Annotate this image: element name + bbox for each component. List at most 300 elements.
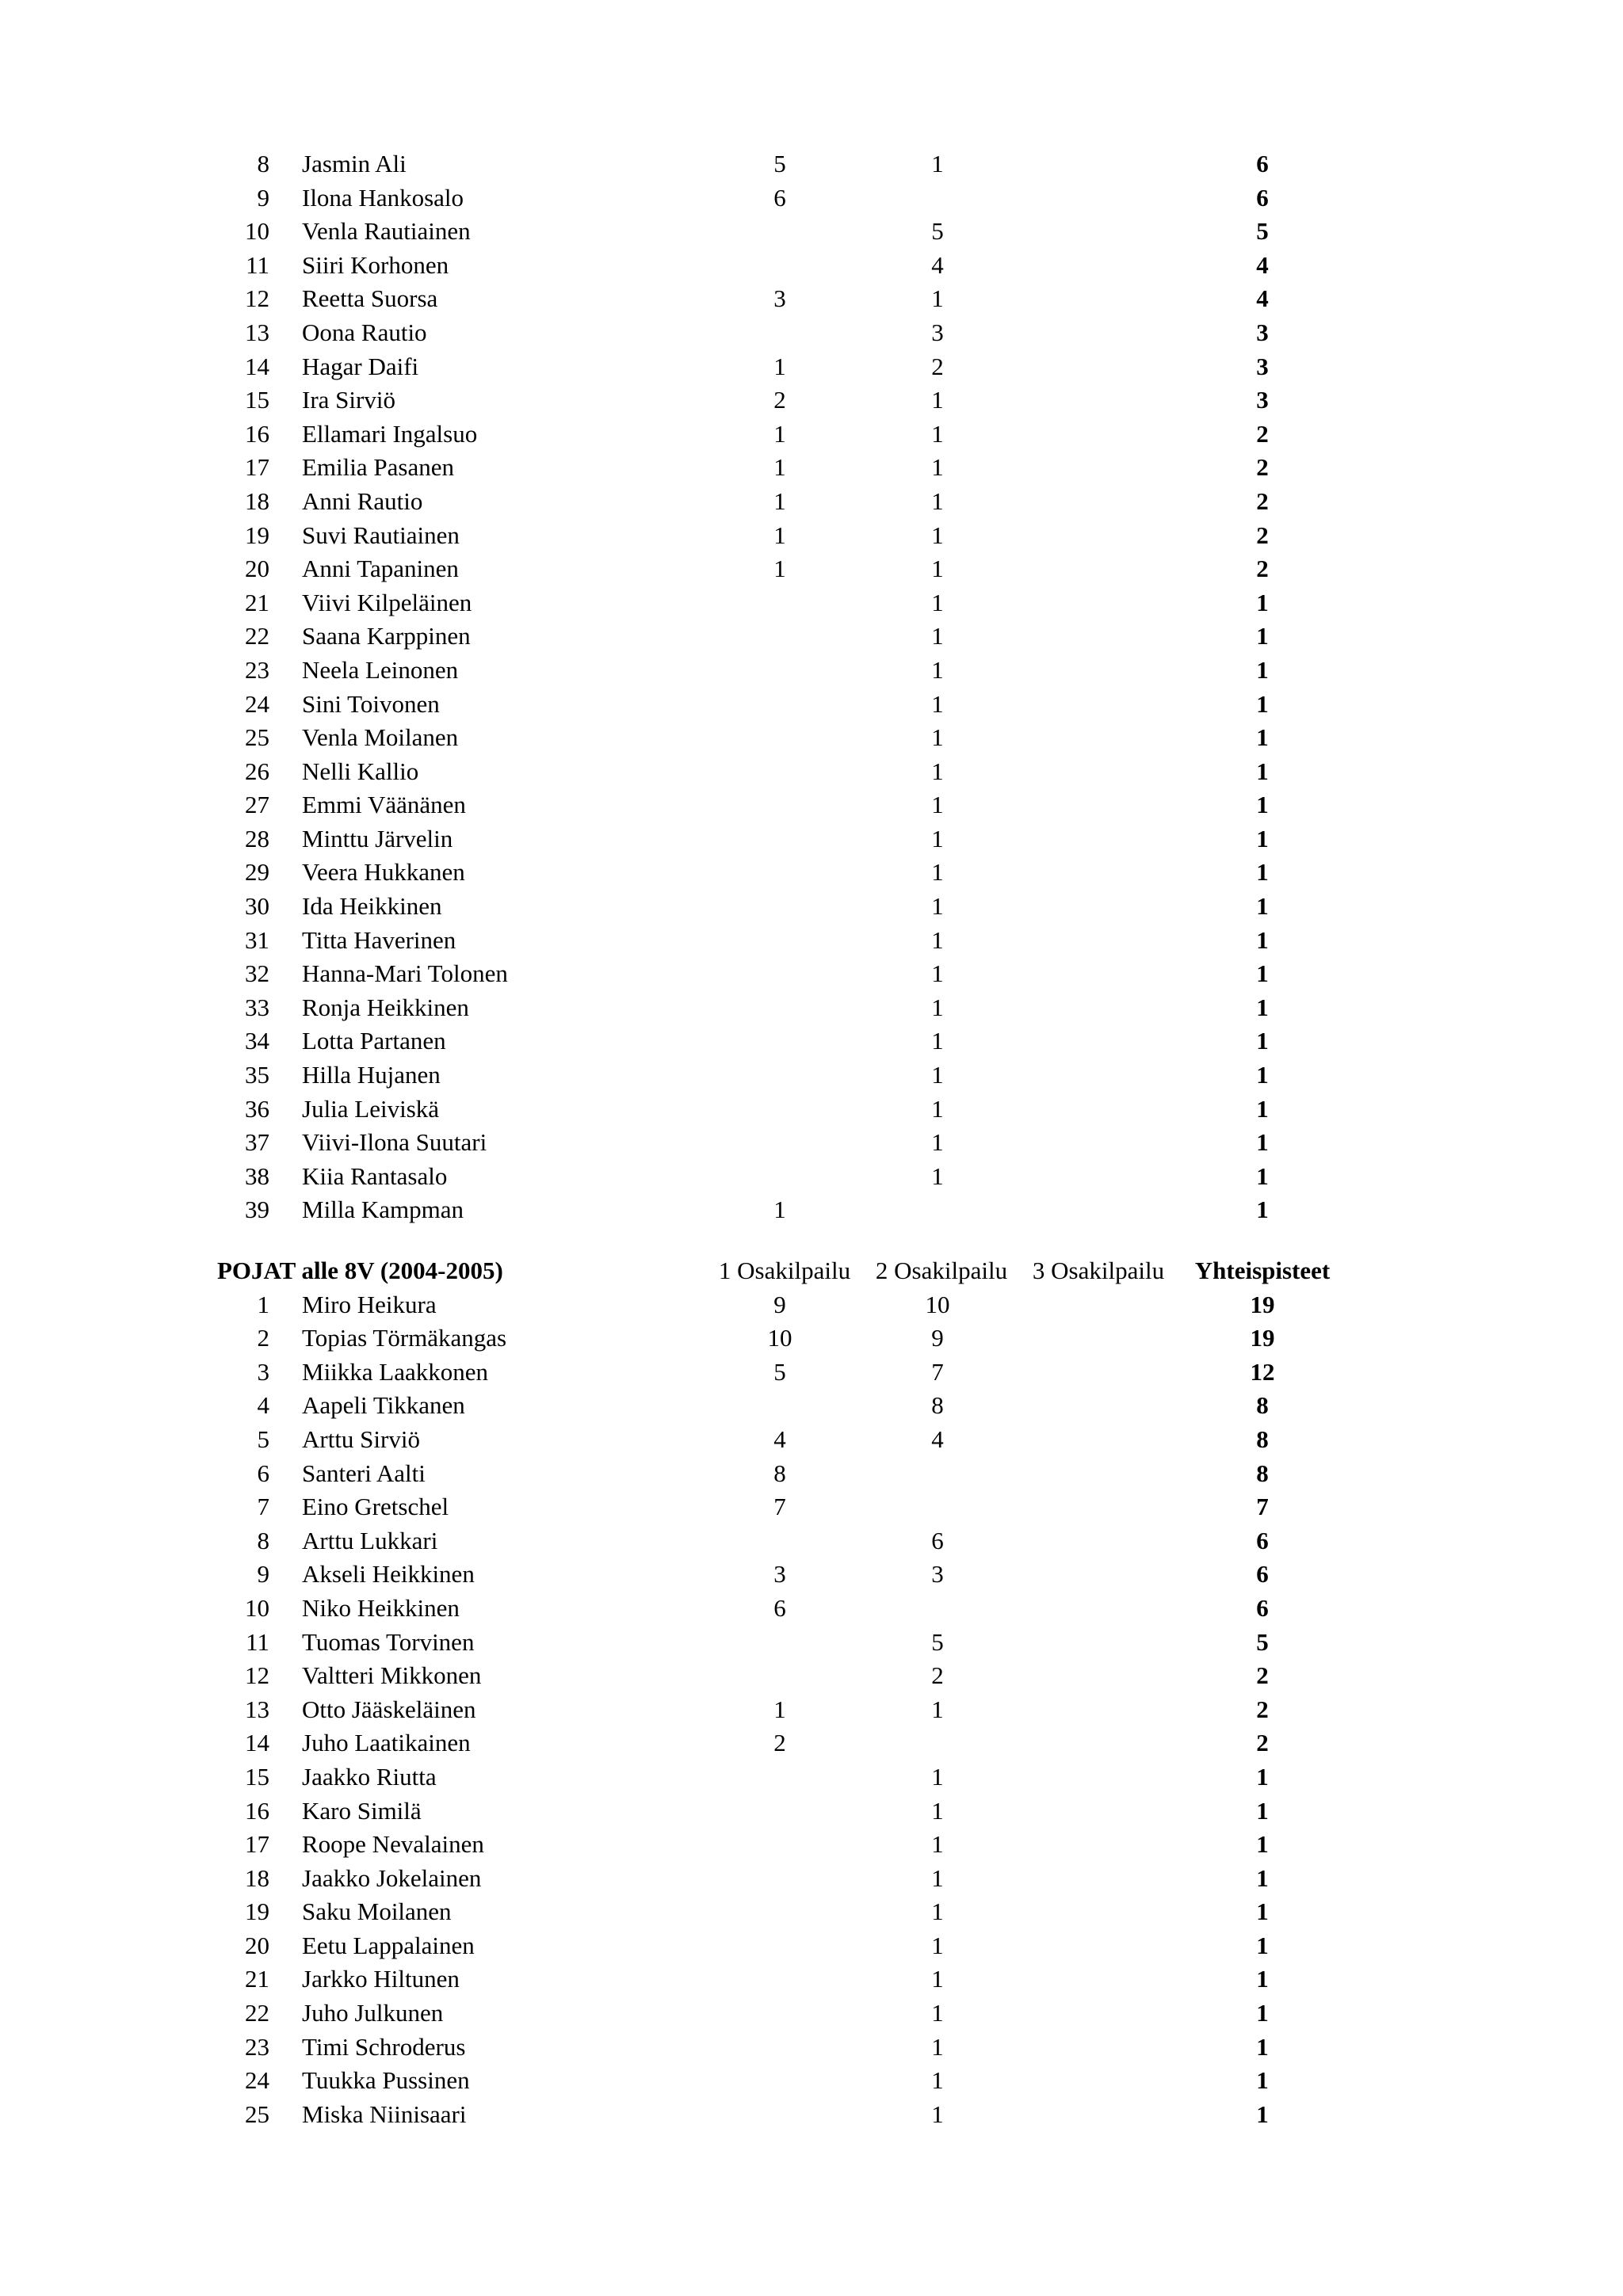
rank-cell: 11	[246, 1627, 269, 1656]
round-2-score-cell: 1	[931, 419, 944, 448]
total-points-cell: 1	[1256, 1863, 1269, 1892]
rank-cell: 22	[245, 622, 269, 650]
round-2-score-cell: 1	[931, 993, 944, 1021]
rank-cell: 23	[245, 2032, 269, 2061]
round-1-score-cell: 1	[773, 521, 786, 549]
name-cell: Jasmin Ali	[302, 150, 407, 177]
total-points-cell: 4	[1256, 284, 1269, 313]
round-2-score-cell: 1	[931, 1999, 944, 2027]
name-cell: Venla Moilanen	[302, 723, 459, 752]
total-points-cell: 3	[1256, 386, 1269, 414]
table-row	[0, 552, 1623, 586]
name-cell: Saku Moilanen	[302, 1897, 452, 1926]
rank-cell: 30	[245, 892, 269, 921]
rank-cell: 9	[257, 183, 269, 212]
rank-cell: 10	[245, 1593, 269, 1622]
round-2-score-cell: 3	[931, 318, 944, 346]
round-1-score-cell: 7	[773, 1493, 786, 1521]
rank-cell: 36	[245, 1094, 269, 1123]
rank-cell: 6	[257, 1459, 269, 1487]
round-2-score-cell: 1	[931, 824, 944, 852]
round-2-score-cell: 1	[931, 622, 944, 650]
name-cell: Viivi-Ilona Suutari	[302, 1128, 487, 1157]
table-row	[0, 620, 1623, 654]
name-cell: Juho Laatikainen	[302, 1729, 471, 1757]
total-points-cell: 19	[1250, 1324, 1275, 1352]
rank-cell: 26	[245, 757, 269, 785]
round-2-score-cell: 1	[931, 1965, 944, 1993]
total-points-cell: 8	[1256, 1391, 1269, 1420]
total-points-cell: 19	[1250, 1290, 1275, 1318]
rank-cell: 22	[245, 1999, 269, 2027]
name-cell: Hagar Daifi	[302, 352, 419, 380]
name-cell: Veera Hukkanen	[302, 858, 465, 887]
name-cell: Minttu Järvelin	[302, 824, 453, 852]
round-2-score-cell: 5	[931, 217, 944, 246]
total-points-cell: 2	[1256, 486, 1269, 515]
name-cell: Lotta Partanen	[302, 1027, 446, 1055]
round-2-score-cell: 4	[931, 250, 944, 279]
name-cell: Otto Jääskeläinen	[302, 1695, 476, 1723]
total-points-cell: 1	[1256, 588, 1269, 616]
name-cell: Ronja Heikkinen	[302, 993, 469, 1021]
round-1-score-cell: 4	[773, 1425, 786, 1453]
rank-cell: 7	[257, 1493, 269, 1521]
table-row	[0, 282, 1623, 316]
total-points-cell: 1	[1256, 993, 1269, 1021]
rank-cell: 4	[257, 1391, 269, 1420]
name-cell: Nelli Kallio	[302, 757, 419, 785]
boys-results-table	[0, 1254, 1623, 2131]
table-row	[0, 1997, 1623, 2031]
name-cell: Miro Heikura	[302, 1290, 437, 1318]
rank-cell: 12	[245, 284, 269, 313]
name-cell: Anni Rautio	[302, 486, 423, 515]
name-cell: Topias Törmäkangas	[302, 1324, 507, 1352]
name-cell: Saana Karppinen	[302, 622, 471, 650]
round-1-score-cell: 2	[773, 1729, 786, 1757]
table-row	[0, 1592, 1623, 1626]
total-points-cell: 2	[1256, 1729, 1269, 1757]
name-cell: Jaakko Riutta	[302, 1762, 437, 1791]
total-points-cell: 1	[1256, 655, 1269, 684]
table-row	[0, 788, 1623, 822]
total-points-cell: 1	[1256, 1897, 1269, 1926]
table-row	[0, 721, 1623, 755]
name-cell: Ellamari Ingalsuo	[302, 419, 478, 448]
table-row	[0, 1962, 1623, 1997]
table-row	[0, 1693, 1623, 1727]
name-cell: Reetta Suorsa	[302, 284, 438, 313]
round-2-score-cell: 1	[931, 757, 944, 785]
rank-cell: 15	[245, 386, 269, 414]
round-2-score-cell: 9	[931, 1324, 944, 1352]
total-points-cell: 1	[1256, 1128, 1269, 1157]
table-header-row	[0, 1254, 1623, 1288]
table-row	[0, 1322, 1623, 1356]
rank-cell: 29	[245, 858, 269, 887]
name-cell: Eino Gretschel	[302, 1493, 449, 1521]
total-points-cell: 2	[1256, 555, 1269, 583]
table-row	[0, 890, 1623, 924]
name-cell: Tuomas Torvinen	[302, 1627, 475, 1656]
round-2-score-cell: 1	[931, 2100, 944, 2128]
round-2-score-cell: 1	[931, 1128, 944, 1157]
table-row	[0, 1659, 1623, 1693]
rank-cell: 19	[245, 1897, 269, 1926]
total-points-cell: 1	[1256, 622, 1269, 650]
name-cell: Suvi Rautiainen	[302, 521, 460, 549]
table-row	[0, 1895, 1623, 1929]
rank-cell: 25	[245, 723, 269, 752]
round-2-score-cell: 3	[931, 1560, 944, 1589]
rank-cell: 8	[257, 150, 269, 177]
name-cell: Ira Sirviö	[302, 386, 395, 414]
round-2-score-cell: 1	[931, 655, 944, 684]
total-points-cell: 6	[1256, 1560, 1269, 1589]
round-2-score-cell: 1	[931, 2032, 944, 2061]
round-2-score-cell: 4	[931, 1425, 944, 1453]
round-2-score-cell: 6	[931, 1526, 944, 1554]
table-row	[0, 215, 1623, 249]
round-2-score-cell: 1	[931, 1762, 944, 1791]
table-row	[0, 1126, 1623, 1160]
table-row	[0, 688, 1623, 722]
name-cell: Hilla Hujanen	[302, 1061, 441, 1089]
rank-cell: 14	[245, 352, 269, 380]
round-2-score-cell: 8	[931, 1391, 944, 1420]
round-2-score-cell: 1	[931, 1897, 944, 1926]
table-row	[0, 350, 1623, 384]
round-1-score-cell: 3	[773, 1560, 786, 1589]
round-1-score-cell: 8	[773, 1459, 786, 1487]
rank-cell: 13	[245, 1695, 269, 1723]
section-title: POJAT alle 8V (2004-2005)	[217, 1257, 503, 1284]
total-points-cell: 1	[1256, 1931, 1269, 1959]
round-2-score-cell: 1	[931, 1094, 944, 1123]
rank-cell: 34	[245, 1027, 269, 1055]
round-2-score-cell: 1	[931, 150, 944, 177]
column-header-round-2: 2 Osakilpailu	[875, 1257, 1008, 1284]
round-2-score-cell: 1	[931, 1061, 944, 1089]
name-cell: Viivi Kilpeläinen	[302, 588, 472, 616]
rank-cell: 37	[245, 1128, 269, 1157]
round-1-score-cell: 6	[773, 1593, 786, 1622]
round-2-score-cell: 1	[931, 521, 944, 549]
name-cell: Neela Leinonen	[302, 655, 459, 684]
total-points-cell: 1	[1256, 858, 1269, 887]
table-row	[0, 1457, 1623, 1491]
total-points-cell: 3	[1256, 352, 1269, 380]
name-cell: Niko Heikkinen	[302, 1593, 460, 1622]
total-points-cell: 1	[1256, 791, 1269, 819]
table-row	[0, 1726, 1623, 1760]
total-points-cell: 3	[1256, 318, 1269, 346]
round-2-score-cell: 1	[931, 1161, 944, 1190]
round-1-score-cell: 1	[773, 419, 786, 448]
rank-cell: 9	[257, 1560, 269, 1589]
total-points-cell: 2	[1256, 521, 1269, 549]
table-row	[0, 316, 1623, 350]
table-row	[0, 991, 1623, 1025]
rank-cell: 8	[257, 1526, 269, 1554]
total-points-cell: 5	[1256, 1627, 1269, 1656]
total-points-cell: 1	[1256, 1094, 1269, 1123]
table-row	[0, 1626, 1623, 1660]
table-row	[0, 1193, 1623, 1227]
name-cell: Julia Leiviskä	[302, 1094, 440, 1123]
round-1-score-cell: 1	[773, 555, 786, 583]
name-cell: Karo Similä	[302, 1796, 422, 1825]
rank-cell: 16	[245, 1796, 269, 1825]
table-row	[0, 2098, 1623, 2132]
rank-cell: 25	[245, 2100, 269, 2128]
total-points-cell: 7	[1256, 1493, 1269, 1521]
total-points-cell: 1	[1256, 1061, 1269, 1089]
rank-cell: 24	[245, 689, 269, 718]
round-2-score-cell: 5	[931, 1627, 944, 1656]
rank-cell: 32	[245, 959, 269, 988]
total-points-cell: 1	[1256, 892, 1269, 921]
total-points-cell: 1	[1256, 1830, 1269, 1859]
name-cell: Arttu Sirviö	[302, 1425, 420, 1453]
total-points-cell: 1	[1256, 1027, 1269, 1055]
table-row	[0, 1862, 1623, 1896]
round-2-score-cell: 1	[931, 386, 944, 414]
table-row	[0, 1423, 1623, 1457]
round-1-score-cell: 9	[773, 1290, 786, 1318]
round-1-score-cell: 2	[773, 386, 786, 414]
table-row	[0, 2031, 1623, 2065]
total-points-cell: 1	[1256, 2100, 1269, 2128]
table-row	[0, 1160, 1623, 1194]
round-2-score-cell: 1	[931, 555, 944, 583]
name-cell: Arttu Lukkari	[302, 1526, 438, 1554]
round-1-score-cell: 6	[773, 183, 786, 212]
name-cell: Juho Julkunen	[302, 1999, 444, 2027]
name-cell: Miikka Laakkonen	[302, 1357, 489, 1386]
rank-cell: 39	[245, 1196, 269, 1224]
name-cell: Siiri Korhonen	[302, 250, 449, 279]
rank-cell: 20	[245, 555, 269, 583]
round-2-score-cell: 2	[931, 1661, 944, 1690]
total-points-cell: 2	[1256, 1695, 1269, 1723]
table-row	[0, 924, 1623, 958]
round-2-score-cell: 1	[931, 284, 944, 313]
rank-cell: 1	[257, 1290, 269, 1318]
total-points-cell: 6	[1256, 1526, 1269, 1554]
name-cell: Roope Nevalainen	[302, 1830, 484, 1859]
name-cell: Jaakko Jokelainen	[302, 1863, 482, 1892]
round-2-score-cell: 1	[931, 925, 944, 954]
round-2-score-cell: 10	[925, 1290, 950, 1318]
round-1-score-cell: 3	[773, 284, 786, 313]
total-points-cell: 8	[1256, 1459, 1269, 1487]
table-row	[0, 181, 1623, 215]
total-points-cell: 1	[1256, 2066, 1269, 2095]
table-row	[0, 1524, 1623, 1558]
rank-cell: 2	[257, 1324, 269, 1352]
column-header-round-3: 3 Osakilpailu	[1032, 1257, 1165, 1284]
rank-cell: 20	[245, 1931, 269, 1959]
table-row	[0, 519, 1623, 553]
name-cell: Emilia Pasanen	[302, 453, 454, 482]
rank-cell: 13	[245, 318, 269, 346]
girls-results-table	[0, 147, 1623, 1227]
total-points-cell: 6	[1256, 1593, 1269, 1622]
round-2-score-cell: 1	[931, 486, 944, 515]
table-row	[0, 1024, 1623, 1058]
total-points-cell: 2	[1256, 419, 1269, 448]
rank-cell: 24	[245, 2066, 269, 2095]
rank-cell: 28	[245, 824, 269, 852]
table-row	[0, 755, 1623, 789]
total-points-cell: 1	[1256, 959, 1269, 988]
total-points-cell: 1	[1256, 1161, 1269, 1190]
round-1-score-cell: 1	[773, 1196, 786, 1224]
rank-cell: 21	[245, 588, 269, 616]
total-points-cell: 1	[1256, 757, 1269, 785]
total-points-cell: 2	[1256, 1661, 1269, 1690]
rank-cell: 18	[245, 1863, 269, 1892]
round-2-score-cell: 1	[931, 689, 944, 718]
table-row	[0, 1490, 1623, 1524]
round-2-score-cell: 1	[931, 1863, 944, 1892]
name-cell: Eetu Lappalainen	[302, 1931, 475, 1959]
round-1-score-cell: 1	[773, 1695, 786, 1723]
table-row	[0, 2064, 1623, 2098]
name-cell: Milla Kampman	[302, 1196, 464, 1224]
total-points-cell: 1	[1256, 1999, 1269, 2027]
total-points-cell: 12	[1250, 1357, 1275, 1386]
rank-cell: 3	[257, 1357, 269, 1386]
name-cell: Jarkko Hiltunen	[302, 1965, 460, 1993]
round-2-score-cell: 1	[931, 2066, 944, 2095]
round-1-score-cell: 1	[773, 453, 786, 482]
total-points-cell: 2	[1256, 453, 1269, 482]
table-row	[0, 1760, 1623, 1794]
round-2-score-cell: 1	[931, 791, 944, 819]
rank-cell: 15	[245, 1762, 269, 1791]
name-cell: Sini Toivonen	[302, 689, 440, 718]
rank-cell: 12	[245, 1661, 269, 1690]
rank-cell: 19	[245, 521, 269, 549]
column-header-round-1: 1 Osakilpailu	[718, 1257, 851, 1284]
table-row	[0, 485, 1623, 519]
table-row	[0, 249, 1623, 283]
round-2-score-cell: 1	[931, 453, 944, 482]
round-2-score-cell: 1	[931, 1931, 944, 1959]
table-row	[0, 1093, 1623, 1127]
round-2-score-cell: 1	[931, 1027, 944, 1055]
rank-cell: 35	[245, 1061, 269, 1089]
round-2-score-cell: 1	[931, 959, 944, 988]
round-2-score-cell: 1	[931, 892, 944, 921]
rank-cell: 27	[245, 791, 269, 819]
round-2-score-cell: 1	[931, 1796, 944, 1825]
table-row	[0, 383, 1623, 418]
total-points-cell: 1	[1256, 824, 1269, 852]
round-1-score-cell: 5	[773, 150, 786, 177]
rank-cell: 17	[245, 453, 269, 482]
name-cell: Titta Haverinen	[302, 925, 456, 954]
table-row	[0, 822, 1623, 856]
table-row	[0, 1828, 1623, 1862]
name-cell: Hanna-Mari Tolonen	[302, 959, 508, 988]
rank-cell: 31	[245, 925, 269, 954]
name-cell: Ilona Hankosalo	[302, 183, 464, 212]
table-row	[0, 1356, 1623, 1390]
name-cell: Venla Rautiainen	[302, 217, 471, 246]
rank-cell: 16	[245, 419, 269, 448]
rank-cell: 17	[245, 1830, 269, 1859]
round-1-score-cell: 5	[773, 1357, 786, 1386]
name-cell: Tuukka Pussinen	[302, 2066, 470, 2095]
name-cell: Aapeli Tikkanen	[302, 1391, 465, 1420]
table-row	[0, 1389, 1623, 1423]
table-row	[0, 856, 1623, 890]
round-2-score-cell: 1	[931, 858, 944, 887]
name-cell: Anni Tapaninen	[302, 555, 459, 583]
name-cell: Ida Heikkinen	[302, 892, 442, 921]
round-2-score-cell: 7	[931, 1357, 944, 1386]
table-row	[0, 957, 1623, 991]
total-points-cell: 1	[1256, 723, 1269, 752]
rank-cell: 11	[246, 250, 269, 279]
table-row	[0, 1058, 1623, 1093]
round-2-score-cell: 1	[931, 1830, 944, 1859]
table-row	[0, 586, 1623, 620]
table-row	[0, 1794, 1623, 1829]
rank-cell: 21	[245, 1965, 269, 1993]
total-points-cell: 1	[1256, 1196, 1269, 1224]
name-cell: Kiia Rantasalo	[302, 1161, 448, 1190]
total-points-cell: 1	[1256, 689, 1269, 718]
name-cell: Timi Schroderus	[302, 2032, 466, 2061]
rank-cell: 5	[257, 1425, 269, 1453]
rank-cell: 23	[245, 655, 269, 684]
name-cell: Akseli Heikkinen	[302, 1560, 475, 1589]
table-row	[0, 1288, 1623, 1322]
total-points-cell: 6	[1256, 183, 1269, 212]
round-1-score-cell: 1	[773, 352, 786, 380]
name-cell: Emmi Väänänen	[302, 791, 466, 819]
total-points-cell: 1	[1256, 1796, 1269, 1825]
total-points-cell: 6	[1256, 150, 1269, 177]
name-cell: Miska Niinisaari	[302, 2100, 467, 2128]
round-2-score-cell: 1	[931, 588, 944, 616]
total-points-cell: 1	[1256, 1965, 1269, 1993]
table-row	[0, 1558, 1623, 1592]
rank-cell: 33	[245, 993, 269, 1021]
total-points-cell: 1	[1256, 1762, 1269, 1791]
name-cell: Oona Rautio	[302, 318, 427, 346]
total-points-cell: 1	[1256, 925, 1269, 954]
table-row	[0, 1929, 1623, 1963]
round-1-score-cell: 10	[767, 1324, 792, 1352]
total-points-cell: 8	[1256, 1425, 1269, 1453]
table-row	[0, 147, 1623, 181]
rank-cell: 18	[245, 486, 269, 515]
name-cell: Valtteri Mikkonen	[302, 1661, 482, 1690]
total-points-cell: 1	[1256, 2032, 1269, 2061]
total-points-cell: 4	[1256, 250, 1269, 279]
rank-cell: 14	[245, 1729, 269, 1757]
table-row	[0, 451, 1623, 485]
round-2-score-cell: 1	[931, 1695, 944, 1723]
table-row	[0, 654, 1623, 688]
table-row	[0, 418, 1623, 452]
